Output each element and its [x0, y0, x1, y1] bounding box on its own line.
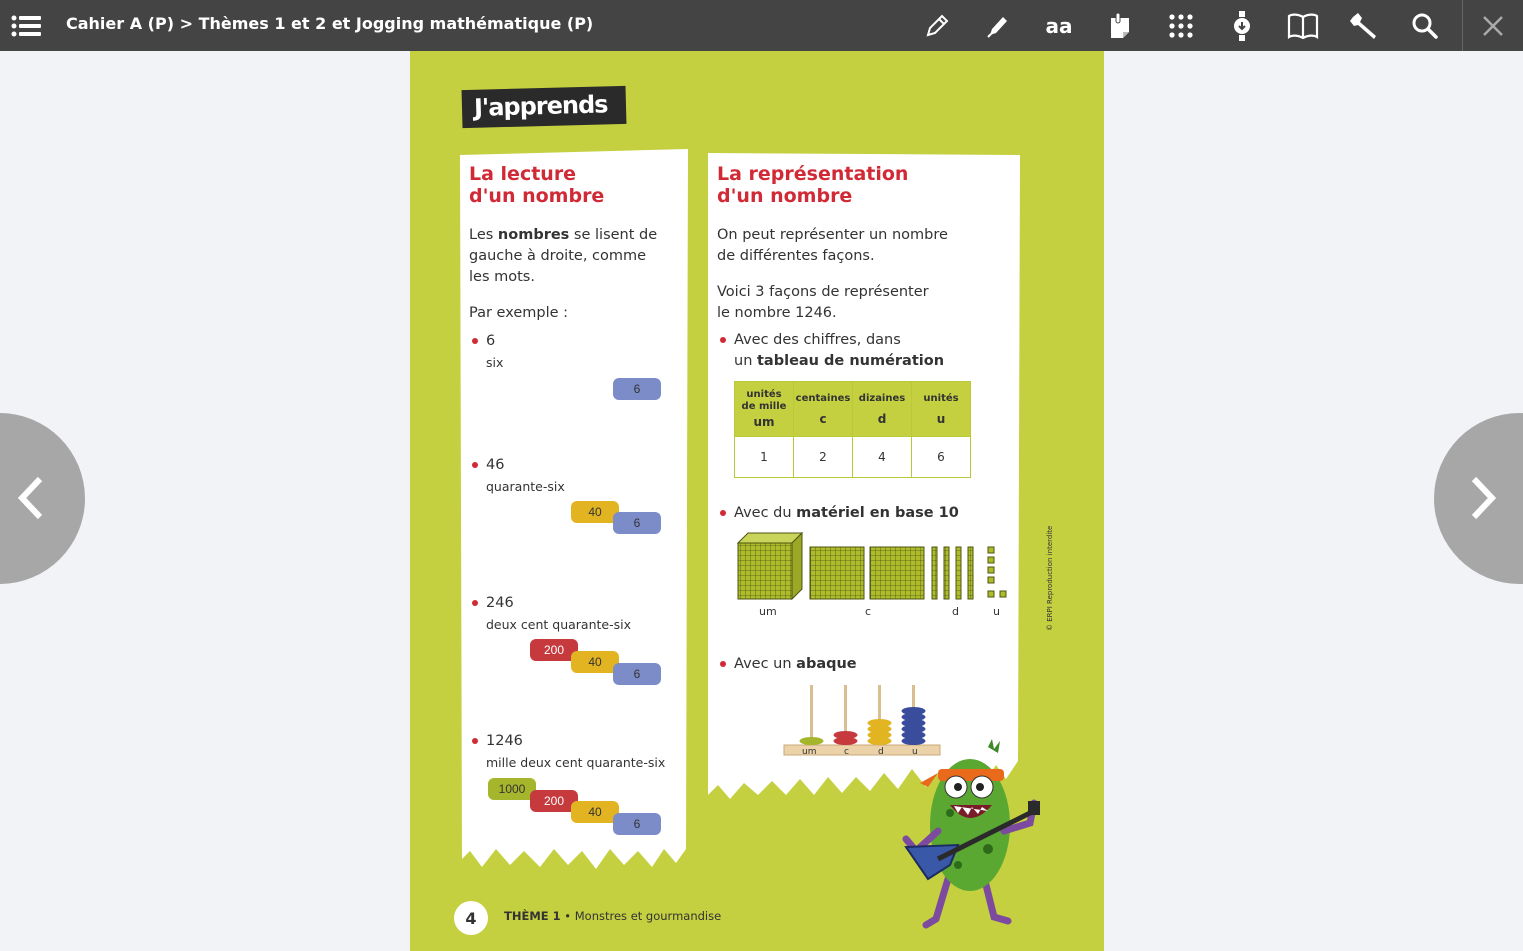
chevron-right-icon — [1466, 475, 1500, 521]
number-chip: 6 — [613, 813, 661, 835]
bullet1-line1: Avec des chiffres, dans — [734, 332, 901, 348]
text-size-label: aa — [1045, 14, 1073, 38]
bullet-dot — [720, 337, 726, 343]
bullet-dot — [720, 661, 726, 667]
previous-page-button[interactable] — [0, 413, 85, 584]
menu-icon[interactable] — [10, 12, 44, 40]
example-number: 246 — [486, 595, 514, 611]
table-cell: 2 — [794, 437, 853, 478]
abacus-label: u — [912, 747, 918, 757]
number-chip: 200 — [530, 639, 578, 661]
table-header-u: unités u — [912, 382, 971, 437]
example-number: 1246 — [486, 733, 523, 749]
abacus-label: d — [878, 747, 884, 757]
number-chip: 6 — [613, 378, 661, 400]
base10-label: d — [952, 605, 959, 618]
table-header-um: unités de mille um — [735, 382, 794, 437]
base10-label: c — [865, 605, 872, 618]
example-label: Par exemple : — [469, 305, 569, 321]
example-number: 46 — [486, 457, 505, 473]
right-title-line1: La représentation — [717, 163, 909, 185]
capture-icon[interactable] — [1224, 8, 1260, 44]
pencil-icon[interactable] — [919, 8, 955, 44]
table-cell: 1 — [735, 437, 794, 478]
left-intro-line1: Les nombres se lisent de — [469, 227, 658, 243]
bullet-dot — [472, 338, 478, 344]
bullet-dot — [472, 738, 478, 744]
abacus-label: c — [844, 747, 849, 757]
footer-theme: THÈME 1 • Monstres et gourmandise — [504, 909, 722, 923]
chevron-left-icon — [14, 475, 48, 521]
left-intro-line2: gauche à droite, comme — [469, 248, 647, 264]
number-chip: 40 — [571, 651, 619, 673]
number-chip: 40 — [571, 801, 619, 823]
table-header-d: dizaines d — [853, 382, 912, 437]
bullet3-text: Avec un abaque — [734, 656, 857, 672]
next-page-button[interactable] — [1434, 413, 1523, 584]
bullet-dot — [720, 510, 726, 516]
book-icon[interactable] — [1285, 8, 1321, 44]
left-title-line2: d'un nombre — [469, 185, 605, 207]
bullet-dot — [472, 462, 478, 468]
search-icon[interactable] — [1407, 8, 1443, 44]
right-intro-line3: Voici 3 façons de représenter — [717, 284, 929, 300]
table-header-c: centaines c — [794, 382, 853, 437]
page-number: 4 — [454, 901, 488, 935]
right-intro-line2: de différentes façons. — [717, 248, 875, 264]
right-intro-line1: On peut représenter un nombre — [717, 227, 948, 243]
example-words: deux cent quarante-six — [486, 617, 632, 632]
example-number: 6 — [486, 333, 496, 349]
base10-blocks-illustration — [736, 531, 1016, 603]
grid-icon[interactable] — [1163, 8, 1199, 44]
section-heading: J'apprends — [473, 90, 608, 122]
number-chip: 6 — [613, 512, 661, 534]
right-intro-line4: le nombre 1246. — [717, 305, 837, 321]
section-heading-banner — [462, 86, 627, 128]
bullet2-text: Avec du matériel en base 10 — [734, 505, 959, 521]
number-chip: 1000 — [488, 778, 536, 800]
left-title-line1: La lecture — [469, 163, 577, 185]
left-intro-line3: les mots. — [469, 269, 535, 285]
bullet-dot — [472, 600, 478, 606]
example-words: mille deux cent quarante-six — [486, 755, 666, 770]
table-cell: 6 — [912, 437, 971, 478]
number-chip: 6 — [613, 663, 661, 685]
right-title-line2: d'un nombre — [717, 185, 853, 207]
example-words: six — [486, 355, 504, 370]
number-chip: 200 — [530, 790, 578, 812]
example-words: quarante-six — [486, 479, 565, 494]
copyright-note: © ERPI Reproduction interdite — [1046, 525, 1054, 631]
book-page — [410, 51, 1104, 951]
sticky-note-icon[interactable] — [1102, 8, 1138, 44]
numeration-table — [734, 381, 971, 478]
number-chip: 40 — [571, 501, 619, 523]
base10-label: um — [759, 605, 777, 618]
monster-guitarist-illustration — [898, 739, 1048, 935]
document-title: Cahier A (P) > Thèmes 1 et 2 et Jogging mathématique (P) — [66, 14, 594, 33]
top-toolbar — [0, 0, 1523, 51]
text-size-icon[interactable] — [1041, 8, 1077, 44]
table-cell: 4 — [853, 437, 912, 478]
bullet1-line2: un tableau de numération — [734, 353, 945, 369]
base10-label: u — [993, 605, 1000, 618]
marker-icon[interactable] — [980, 8, 1016, 44]
close-icon[interactable] — [1475, 8, 1511, 44]
abacus-label: um — [802, 747, 817, 757]
wrench-icon[interactable] — [1346, 8, 1382, 44]
toolbar-divider — [1462, 0, 1463, 51]
